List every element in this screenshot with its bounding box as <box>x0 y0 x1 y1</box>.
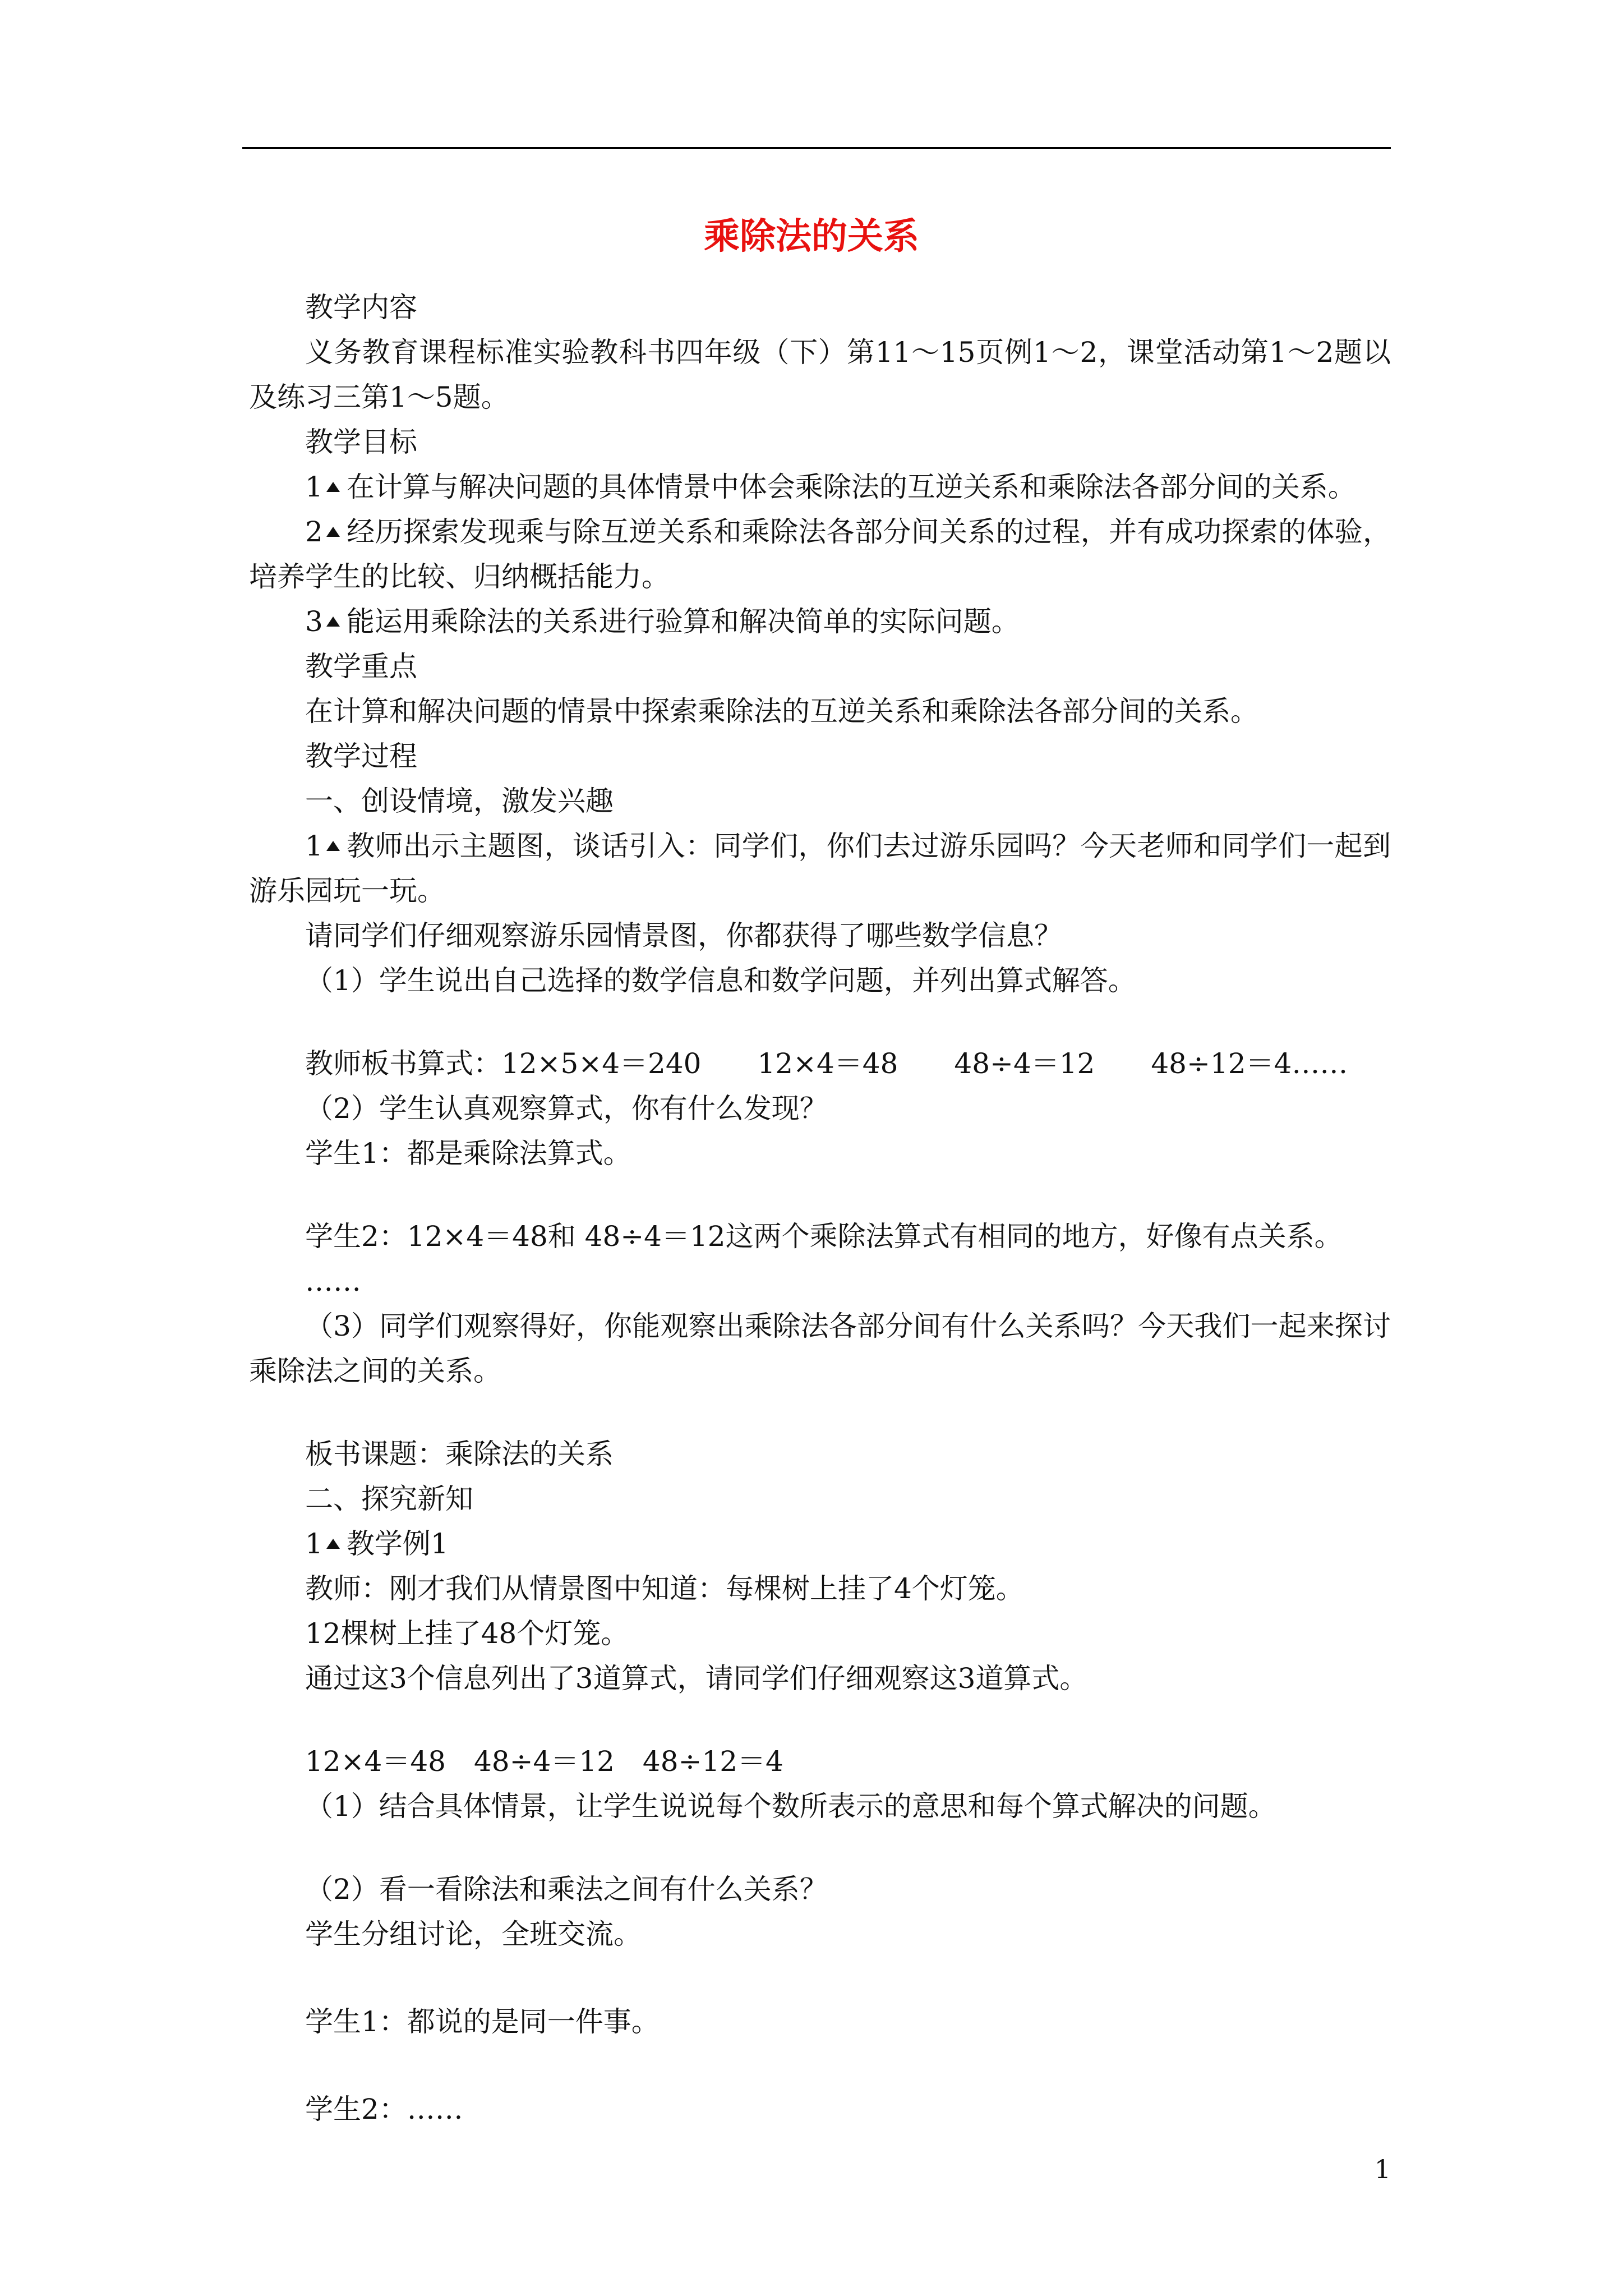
paragraph-student-2: 学生2：12×4＝48和 48÷4＝12这两个乘除法算式有相同的地方，好像有点关系。 <box>305 1220 1343 1253</box>
paragraph-observe: 请同学们仔细观察游乐园情景图，你都获得了哪些数学信息？ <box>305 919 1062 952</box>
paragraph-focus: 在计算和解决问题的情景中探索乘除法的互逆关系和乘除法各部分间的关系。 <box>305 695 1258 728</box>
paragraph-three-equations: 通过这3个信息列出了3道算式，请同学们仔细观察这3道算式。 <box>305 1662 1088 1695</box>
triangle-bullet-icon <box>326 616 340 627</box>
paragraph-board: 教师板书算式：12×5×4＝240 12×4＝48 48÷4＝12 48÷12＝4…… <box>305 1047 1348 1080</box>
goal-item-2: 2 经历探索发现乘与除互逆关系和乘除法各部分间关系的过程，并有成功探索的体验，培养学生的比较、归纳概括能力。 <box>249 516 1391 593</box>
paragraph-example-1: 1 教学例1 <box>305 1527 449 1560</box>
triangle-bullet-icon <box>326 482 340 492</box>
heading-process: 教学过程 <box>305 740 417 772</box>
section-heading-2: 二、探究新知 <box>305 1483 473 1515</box>
goal-item-3: 3 能运用乘除法的关系进行验算和解决简单的实际问题。 <box>305 605 1020 638</box>
page-number: 1 <box>1374 2154 1391 2184</box>
triangle-bullet-icon <box>326 1539 340 1549</box>
goal-item-1: 1 在计算与解决问题的具体情景中体会乘除法的互逆关系和乘除法各部分间的关系。 <box>305 471 1356 503</box>
paragraph-teacher: 教师：刚才我们从情景图中知道：每棵树上挂了4个灯笼。 <box>305 1572 1024 1605</box>
header-rule <box>242 147 1391 149</box>
paragraph-trees: 12棵树上挂了48个灯笼。 <box>305 1617 629 1650</box>
paragraph-board-title: 板书课题：乘除法的关系 <box>305 1438 614 1470</box>
heading-focus: 教学重点 <box>305 650 417 683</box>
paragraph-step-3: （3）同学们观察得好，你能观察出乘除法各部分间有什么关系吗？今天我们一起来探讨乘除法之间的关系。 <box>249 1310 1391 1387</box>
heading-goals: 教学目标 <box>305 426 417 458</box>
triangle-bullet-icon <box>326 527 340 537</box>
paragraph-student-answer-2: 学生2：…… <box>305 2093 463 2125</box>
paragraph-step-2: （2）学生认真观察算式，你有什么发现？ <box>305 1092 828 1125</box>
paragraph-intro: 1 教师出示主题图，谈话引入：同学们，你们去过游乐园吗？今天老师和同学们一起到游乐园玩一玩。 <box>249 830 1391 907</box>
paragraph-context: （1）结合具体情景，让学生说说每个数所表示的意思和每个算式解决的问题。 <box>305 1790 1276 1823</box>
paragraph-content: 义务教育课程标准实验教科书四年级（下）第11～15页例1～2，课堂活动第1～2题以及练习三第1～5题。 <box>249 336 1391 413</box>
paragraph-relation-question: （2）看一看除法和乘法之间有什么关系？ <box>305 1873 828 1906</box>
paragraph-group-discussion: 学生分组讨论，全班交流。 <box>305 1918 642 1950</box>
paragraph-ellipsis: …… <box>305 1265 361 1297</box>
paragraph-equations: 12×4＝48 48÷4＝12 48÷12＝4 <box>305 1745 783 1778</box>
heading-content: 教学内容 <box>305 291 417 324</box>
section-heading-1: 一、创设情境，激发兴趣 <box>305 785 614 817</box>
paragraph-student-1: 学生1：都是乘除法算式。 <box>305 1137 631 1170</box>
paragraph-step-1: （1）学生说出自己选择的数学信息和数学问题，并列出算式解答。 <box>305 964 1136 997</box>
paragraph-student-answer-1: 学生1：都说的是同一件事。 <box>305 2005 660 2038</box>
document-body <box>249 285 1391 2132</box>
triangle-bullet-icon <box>326 841 340 851</box>
document-title: 乘除法的关系 <box>704 216 919 257</box>
